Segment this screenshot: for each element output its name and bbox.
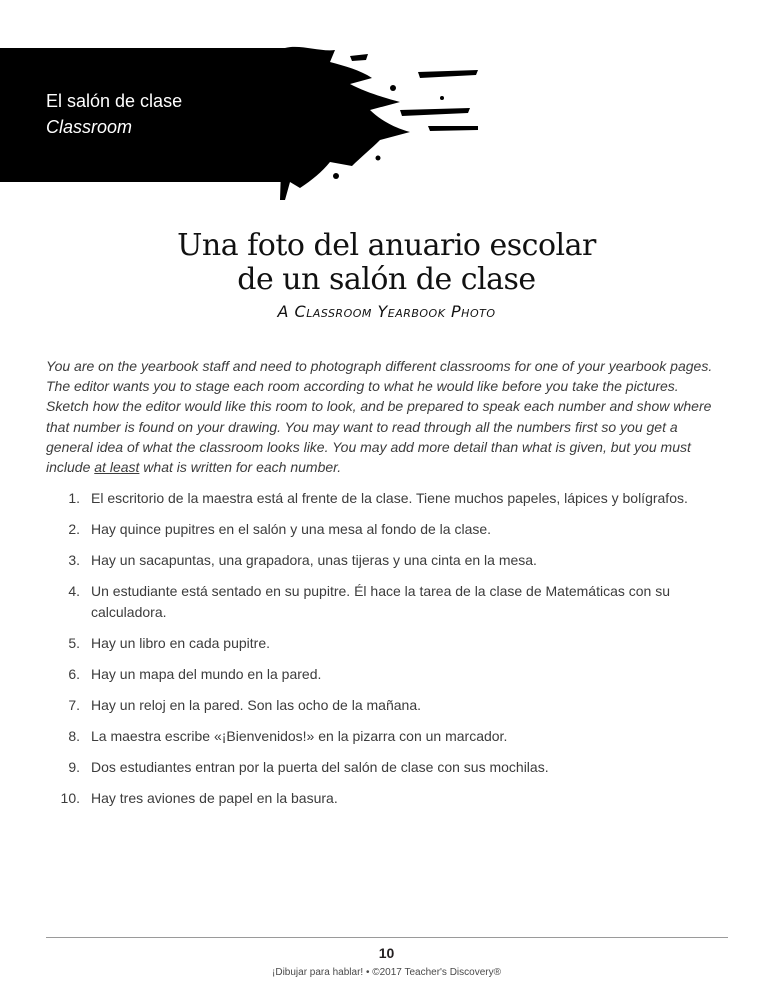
- list-item-number: 4.: [68, 583, 80, 599]
- list-item: [46, 726, 722, 747]
- list-item-text: Hay tres aviones de papel en la basura.: [91, 789, 338, 806]
- instructions-emphasis: at least: [94, 459, 140, 476]
- list-item: [46, 633, 722, 654]
- page-subtitle: A Classroom Yearbook Photo: [277, 302, 496, 321]
- list-item-text: Dos estudiantes entran por la puerta del salón de clase con sus mochilas.: [91, 758, 549, 775]
- list-item: [46, 488, 722, 509]
- instructions-text-end: what is written for each number.: [139, 459, 342, 476]
- list-item-text: Hay un reloj en la pared. Son las ocho de la mañana.: [91, 696, 421, 713]
- footer-credit: ¡Dibujar para hablar! • ©2017 Teacher's Discovery®: [272, 967, 501, 978]
- list-item-text: El escritorio de la maestra está al frente de la clase. Tiene muchos papeles, lápices y bolígrafos.: [91, 490, 688, 506]
- section-subtitle: Classroom: [46, 117, 133, 137]
- list-item: [46, 757, 722, 778]
- list-item-number: 1.: [68, 490, 80, 506]
- footer-divider: [46, 937, 728, 938]
- list-item-text: La maestra escribe «¡Bienvenidos!» en la pizarra con un marcador.: [91, 727, 508, 744]
- page-title-line-1: Una foto del anuario escolar: [177, 228, 596, 263]
- list-item-number: 7.: [68, 696, 80, 713]
- page-title-line-2: de un salón de clase: [237, 262, 536, 297]
- list-item-text: Un estudiante está sentado en su pupitre. Él hace la tarea de la clase de Matemáticas con su calculadora.: [91, 583, 671, 620]
- list-item: [46, 664, 722, 685]
- list-item-text: Hay un sacapuntas, una grapadora, unas tijeras y una cinta en la mesa.: [91, 552, 537, 568]
- list-item-number: 2.: [68, 521, 80, 537]
- list-item: [46, 581, 722, 622]
- instructions-paragraph: [46, 356, 722, 477]
- list-item-number: 3.: [68, 552, 80, 568]
- list-item-number: 8.: [68, 727, 80, 744]
- page-number: 10: [378, 945, 395, 961]
- list-item-text: Hay quince pupitres en el salón y una mesa al fondo de la clase.: [91, 521, 492, 537]
- list-item-number: 5.: [68, 634, 80, 651]
- list-item-number: 6.: [68, 665, 80, 682]
- list-item: [46, 788, 722, 809]
- list-item: [46, 695, 722, 716]
- list-item-number: 10.: [60, 789, 80, 806]
- list-item: [46, 550, 722, 571]
- list-item-text: Hay un libro en cada pupitre.: [91, 634, 270, 651]
- numbered-list: [46, 488, 722, 819]
- instructions-text: You are on the yearbook staff and need to photograph different classrooms for one of your yearbook pages. The editor wants you to stage each room according to what he would like before you take the pictures. Sketch how the editor would like this room to look, and be prepared to speak each number and show where that number is found on your drawing. You may want to read through all the numbers first so you get a general idea of what the classroom looks like. You may add more detail than what is given, but you must include: [46, 358, 713, 476]
- list-item-number: 9.: [68, 758, 80, 775]
- section-title: El salón de clase: [46, 91, 183, 111]
- list-item: [46, 519, 722, 540]
- list-item-text: Hay un mapa del mundo en la pared.: [91, 665, 322, 682]
